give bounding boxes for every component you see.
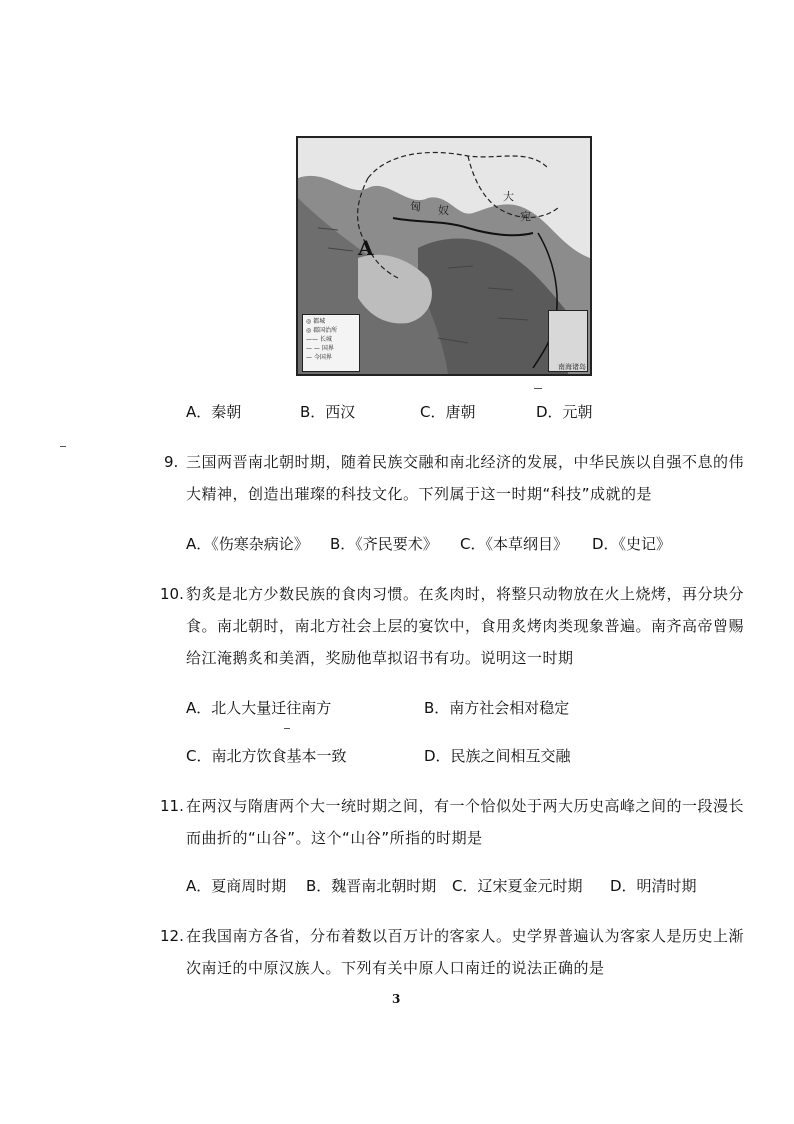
q10-stem-line: 食。南北朝时，南北方社会上层的宴饮中，食用炙烤肉类现象普遍。南齐高帝曾赐 <box>186 617 745 635</box>
q12-number: 12. <box>160 927 184 945</box>
scan-mark <box>534 388 542 389</box>
map-region-label: 宛 <box>520 210 531 223</box>
map-region-label: 匈 <box>410 200 421 213</box>
q11-stem-line: 在两汉与隋唐两个大一统时期之间，有一个恰似处于两大历史高峰之间的一段漫长 <box>186 797 745 815</box>
q10-stem-line: 豹炙是北方少数民族的食肉习惯。在炙肉时，将整只动物放在火上烧烤，再分块分 <box>186 585 745 603</box>
q10-option-b: B．南方社会相对稳定 <box>424 699 570 717</box>
historical-map-figure <box>296 136 592 376</box>
q9-option-a: A．《伤寒杂病论》 <box>186 535 309 553</box>
q9-option-d: D．《史记》 <box>592 535 672 553</box>
q10-stem-line: 给江淹鹅炙和美酒，奖励他草拟诏书有功。说明这一时期 <box>186 649 574 667</box>
q10-number: 10. <box>160 585 184 603</box>
q10-option-a: A．北人大量迁往南方 <box>186 699 332 717</box>
q8-option-d: D．元朝 <box>536 403 593 421</box>
legend-item: ◎ 都城 <box>306 318 326 325</box>
map-region-label: 大 <box>503 190 514 203</box>
q8-option-a: A．秦朝 <box>186 403 242 421</box>
q9-option-c: C．《本草纲目》 <box>460 535 568 553</box>
q10-option-c: C．南北方饮食基本一致 <box>186 747 347 765</box>
inset-label: 南海诸岛 <box>558 363 586 371</box>
q11-option-a: A．夏商周时期 <box>186 877 287 895</box>
page-number: 3 <box>392 992 401 1006</box>
q11-stem-line: 而曲折的“山谷”。这个“山谷”所指的时期是 <box>186 829 483 847</box>
q9-stem-line: 大精神，创造出璀璨的科技文化。下列属于这一时期“科技”成就的是 <box>186 485 653 503</box>
q11-number: 11. <box>160 797 184 815</box>
q12-stem-line: 在我国南方各省，分布着数以百万计的客家人。史学界普遍认为客家人是历史上渐 <box>186 927 745 945</box>
q9-number: 9. <box>164 453 179 471</box>
q10-option-d: D．民族之间相互交融 <box>424 747 571 765</box>
q9-stem-line: 三国两晋南北朝时期，随着民族交融和南北经济的发展，中华民族以自强不息的伟 <box>186 453 745 471</box>
scan-mark <box>60 446 66 447</box>
map-legend <box>302 314 360 372</box>
q9-option-b: B．《齐民要术》 <box>330 535 438 553</box>
q11-option-c: C．辽宋夏金元时期 <box>452 877 583 895</box>
legend-item: — — 国界 <box>306 345 334 352</box>
q11-option-d: D．明清时期 <box>610 877 697 895</box>
map-region-label: 奴 <box>438 204 449 217</box>
q11-option-b: B．魏晋南北朝时期 <box>306 877 437 895</box>
scan-mark <box>284 728 290 729</box>
q8-option-c: C．唐朝 <box>420 403 476 421</box>
legend-item: — 今国界 <box>306 354 332 361</box>
q12-stem-line: 次南迁的中原汉族人。下列有关中原人口南迁的说法正确的是 <box>186 959 605 977</box>
legend-item: —— 长城 <box>306 336 332 343</box>
legend-item: ◎ 郡国治所 <box>306 327 338 334</box>
q8-option-b: B．西汉 <box>300 403 356 421</box>
map-region-label-a: A <box>358 236 374 260</box>
